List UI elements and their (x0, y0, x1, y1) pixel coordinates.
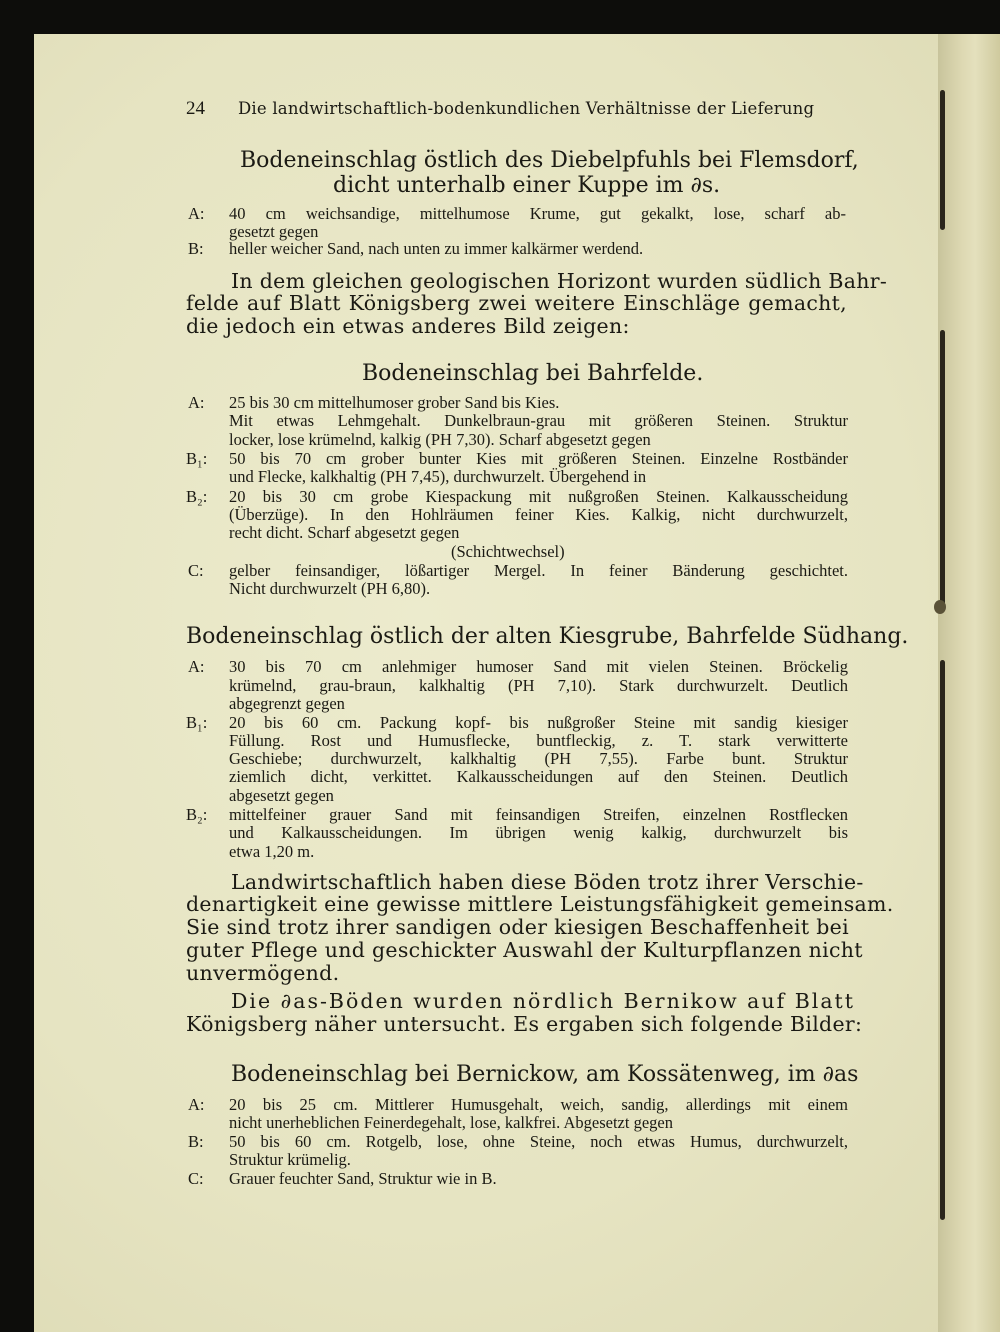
horizon-line: Nicht durchwurzelt (PH 6,80). (229, 579, 431, 598)
section-title: Bodeneinschlag östlich der alten Kiesgrube, Bahrfelde Südhang. (186, 624, 909, 649)
horizon-line: 50 bis 70 cm grober bunter Kies mit größeren Steinen. Einzelne Rostbänder (229, 449, 848, 468)
section-title: dicht unterhalb einer Kuppe im ∂s. (333, 173, 721, 198)
paragraph-line: die jedoch ein etwas anderes Bild zeigen: (186, 314, 630, 338)
horizon-label: C: (188, 1169, 204, 1188)
horizon-label: A: (188, 1095, 205, 1114)
section-title: Bodeneinschlag bei Bernickow, am Kossätenweg, im ∂as (231, 1062, 859, 1087)
paragraph-line: unvermögend. (186, 961, 340, 985)
horizon-label: A: (188, 393, 205, 412)
horizon-label: B₁: (186, 713, 208, 732)
horizon-line: und Flecke, kalkhaltig (PH 7,45), durchwurzelt. Übergehend in (229, 467, 647, 486)
horizon-label: B₂: (186, 805, 208, 824)
page-number: 24 (186, 98, 205, 119)
horizon-label: B₁: (186, 449, 208, 468)
running-title: Die landwirtschaftlich-bodenkundlichen Verhältnisse der Lieferung (238, 99, 815, 118)
horizon-line: heller weicher Sand, nach unten zu immer kalkärmer werdend. (229, 239, 644, 258)
horizon-label: B: (188, 239, 204, 258)
spine-stitch (940, 330, 945, 610)
horizon-line: 20 bis 60 cm. Packung kopf- bis nußgroßer Steine mit sandig kiesiger (229, 713, 848, 732)
paragraph-line: denartigkeit eine gewisse mittlere Leistungsfähigkeit gemeinsam. (186, 892, 894, 916)
horizon-line: 30 bis 70 cm anlehmiger humoser Sand mit vielen Steinen. Bröckelig (229, 657, 848, 676)
horizon-label: A: (188, 657, 205, 676)
paragraph-line: In dem gleichen geologischen Horizont wurden südlich Bahr- (231, 269, 888, 293)
horizon-line: Geschiebe; durchwurzelt, kalkhaltig (PH 7,55). Farbe bunt. Struktur (229, 749, 848, 768)
horizon-line: recht dicht. Scharf abgesetzt gegen (229, 523, 460, 542)
horizon-line: Struktur krümelig. (229, 1150, 351, 1169)
horizon-line: 20 bis 25 cm. Mittlerer Humusgehalt, weich, sandig, allerdings mit einem (229, 1095, 848, 1114)
horizon-label: B₂: (186, 487, 208, 506)
paragraph-line: felde auf Blatt Königsberg zwei weitere Einschläge gemacht, (186, 291, 847, 315)
horizon-line: Grauer feuchter Sand, Struktur wie in B. (229, 1169, 497, 1188)
horizon-label: A: (188, 204, 205, 223)
horizon-line: gesetzt gegen (229, 222, 319, 241)
paragraph-line: Königsberg näher untersucht. Es ergaben sich folgende Bilder: (186, 1012, 863, 1036)
horizon-line: Mit etwas Lehmgehalt. Dunkelbraun-grau mit größeren Steinen. Struktur (229, 411, 848, 430)
spine-stitch (940, 90, 945, 230)
binding-thread (934, 600, 946, 614)
horizon-line: Füllung. Rost und Humusflecke, buntfleckig, z. T. stark verwitterte (229, 731, 848, 750)
horizon-line: 50 bis 60 cm. Rotgelb, lose, ohne Steine, noch etwas Humus, durchwurzelt, (229, 1132, 848, 1151)
section-title: Bodeneinschlag bei Bahrfelde. (362, 361, 704, 386)
schichtwechsel-note: (Schichtwechsel) (451, 542, 565, 561)
horizon-label: B: (188, 1132, 204, 1151)
paragraph-line: Die ∂as-Böden wurden nördlich Bernikow auf Blatt (231, 989, 856, 1013)
horizon-line: abgegrenzt gegen (229, 694, 345, 713)
horizon-label: C: (188, 561, 204, 580)
horizon-line: locker, lose krümelnd, kalkig (PH 7,30). Scharf abgesetzt gegen (229, 430, 651, 449)
horizon-line: krümelnd, grau-braun, kalkhaltig (PH 7,10). Stark durchwurzelt. Deutlich (229, 676, 848, 695)
horizon-line: gelber feinsandiger, lößartiger Mergel. In feiner Bänderung geschichtet. (229, 561, 848, 580)
book-gutter (938, 34, 1000, 1332)
spine-stitch (940, 660, 945, 1220)
horizon-line: (Überzüge). In den Hohlräumen feiner Kies. Kalkig, nicht durchwurzelt, (229, 505, 848, 524)
paragraph-line: guter Pflege und geschickter Auswahl der Kulturpflanzen nicht (186, 938, 863, 962)
horizon-line: und Kalkausscheidungen. Im übrigen wenig kalkig, durchwurzelt bis (229, 823, 848, 842)
horizon-line: abgesetzt gegen (229, 786, 334, 805)
horizon-line: mittelfeiner grauer Sand mit feinsandigen Streifen, einzelnen Rostflecken (229, 805, 848, 824)
paragraph-line: Sie sind trotz ihrer sandigen oder kiesigen Beschaffenheit bei (186, 915, 849, 939)
horizon-line: etwa 1,20 m. (229, 842, 315, 861)
horizon-line: 20 bis 30 cm grobe Kiespackung mit nußgroßen Steinen. Kalkausscheidung (229, 487, 848, 506)
paragraph-line: Landwirtschaftlich haben diese Böden trotz ihrer Verschie- (231, 870, 864, 894)
section-title: Bodeneinschlag östlich des Diebelpfuhls bei Flemsdorf, (240, 148, 859, 173)
horizon-line: nicht unerheblichen Feinerdegehalt, lose, kalkfrei. Abgesetzt gegen (229, 1113, 673, 1132)
horizon-line: ziemlich dicht, verkittet. Kalkausscheidungen auf den Steinen. Deutlich (229, 767, 848, 786)
horizon-line: 25 bis 30 cm mittelhumoser grober Sand bis Kies. (229, 393, 560, 412)
horizon-line: 40 cm weichsandige, mittelhumose Krume, gut gekalkt, lose, scharf ab- (229, 204, 846, 223)
